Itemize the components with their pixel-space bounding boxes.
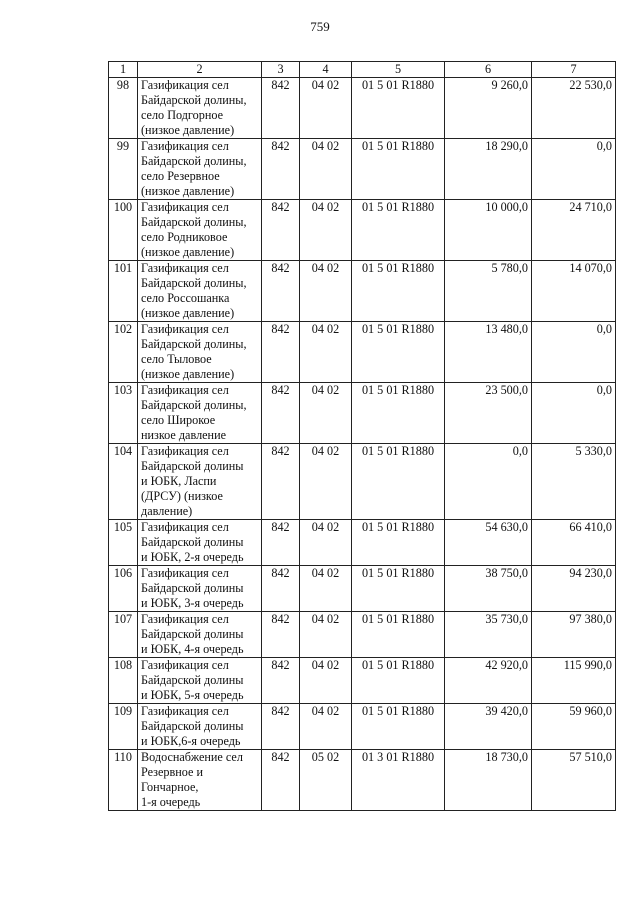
table-row (109, 444, 616, 520)
department-code-cell: 842 (262, 566, 300, 612)
project-name-line: Байдарской долины (141, 719, 244, 733)
department-code-cell: 842 (262, 200, 300, 261)
amount-col7-cell: 14 070,0 (532, 261, 616, 322)
project-name-line: Газификация сел (141, 612, 229, 626)
project-name-line: Байдарской долины, (141, 276, 247, 290)
amount-col6-cell: 0,0 (445, 444, 532, 520)
target-article-cell: 01 5 01 R1880 (352, 383, 445, 444)
project-name-line: давление) (141, 504, 193, 518)
target-article-cell: 01 5 01 R1880 (352, 658, 445, 704)
target-article-cell: 01 5 01 R1880 (352, 704, 445, 750)
amount-col7-cell: 97 380,0 (532, 612, 616, 658)
project-name-line: Газификация сел (141, 444, 229, 458)
row-number-cell: 105 (109, 520, 138, 566)
department-code-cell: 842 (262, 383, 300, 444)
amount-col7-cell: 22 530,0 (532, 78, 616, 139)
target-article-cell: 01 5 01 R1880 (352, 612, 445, 658)
target-article-cell: 01 5 01 R1880 (352, 139, 445, 200)
project-name-line: Байдарской долины, (141, 215, 247, 229)
budget-table (108, 61, 616, 811)
project-name-line: (низкое давление) (141, 123, 235, 137)
project-name-line: Газификация сел (141, 383, 229, 397)
project-name-line: Байдарской долины (141, 535, 244, 549)
row-number-cell: 106 (109, 566, 138, 612)
project-name-line: Газификация сел (141, 78, 229, 92)
column-header: 4 (300, 62, 352, 78)
project-name-cell (138, 612, 262, 658)
target-article-cell: 01 5 01 R1880 (352, 261, 445, 322)
amount-col6-cell: 42 920,0 (445, 658, 532, 704)
department-code-cell: 842 (262, 139, 300, 200)
project-name-line: и ЮБК, Ласпи (141, 474, 217, 488)
project-name-line: (низкое давление) (141, 245, 235, 259)
project-name-line: Газификация сел (141, 200, 229, 214)
amount-col6-cell: 5 780,0 (445, 261, 532, 322)
table-row (109, 78, 616, 139)
department-code-cell: 842 (262, 261, 300, 322)
section-code-cell: 04 02 (300, 444, 352, 520)
amount-col7-cell: 0,0 (532, 139, 616, 200)
table-row (109, 322, 616, 383)
amount-col7-cell: 115 990,0 (532, 658, 616, 704)
section-code-cell: 04 02 (300, 139, 352, 200)
target-article-cell: 01 5 01 R1880 (352, 566, 445, 612)
project-name-line: и ЮБК, 5-я очередь (141, 688, 244, 702)
target-article-cell: 01 5 01 R1880 (352, 520, 445, 566)
project-name-cell (138, 520, 262, 566)
row-number-cell: 98 (109, 78, 138, 139)
project-name-cell (138, 704, 262, 750)
section-code-cell: 04 02 (300, 261, 352, 322)
section-code-cell: 04 02 (300, 78, 352, 139)
project-name-line: Гончарное, (141, 780, 199, 794)
project-name-line: Газификация сел (141, 704, 229, 718)
column-header: 5 (352, 62, 445, 78)
amount-col6-cell: 39 420,0 (445, 704, 532, 750)
project-name-line: Газификация сел (141, 520, 229, 534)
project-name-line: 1-я очередь (141, 795, 201, 809)
amount-col6-cell: 54 630,0 (445, 520, 532, 566)
amount-col7-cell: 57 510,0 (532, 750, 616, 811)
project-name-cell (138, 261, 262, 322)
row-number-cell: 104 (109, 444, 138, 520)
page-number: 759 (310, 19, 330, 34)
project-name-cell (138, 139, 262, 200)
amount-col6-cell: 38 750,0 (445, 566, 532, 612)
department-code-cell: 842 (262, 612, 300, 658)
row-number-cell: 102 (109, 322, 138, 383)
department-code-cell: 842 (262, 322, 300, 383)
project-name-line: (низкое давление) (141, 367, 235, 381)
target-article-cell: 01 5 01 R1880 (352, 200, 445, 261)
amount-col6-cell: 10 000,0 (445, 200, 532, 261)
project-name-line: (ДРСУ) (низкое (141, 489, 223, 503)
section-code-cell: 04 02 (300, 658, 352, 704)
amount-col6-cell: 18 730,0 (445, 750, 532, 811)
section-code-cell: 04 02 (300, 200, 352, 261)
section-code-cell: 05 02 (300, 750, 352, 811)
amount-col7-cell: 5 330,0 (532, 444, 616, 520)
department-code-cell: 842 (262, 444, 300, 520)
project-name-line: село Тыловое (141, 352, 212, 366)
project-name-line: село Россошанка (141, 291, 230, 305)
project-name-line: Газификация сел (141, 566, 229, 580)
table-row (109, 750, 616, 811)
row-number-cell: 99 (109, 139, 138, 200)
project-name-line: Водоснабжение сел (141, 750, 243, 764)
row-number-cell: 108 (109, 658, 138, 704)
project-name-line: село Подгорное (141, 108, 223, 122)
amount-col7-cell: 0,0 (532, 322, 616, 383)
project-name-cell (138, 383, 262, 444)
project-name-line: и ЮБК, 3-я очередь (141, 596, 244, 610)
project-name-cell (138, 566, 262, 612)
column-header: 7 (532, 62, 616, 78)
project-name-line: Газификация сел (141, 139, 229, 153)
project-name-line: низкое давление (141, 428, 227, 442)
row-number-cell: 109 (109, 704, 138, 750)
section-code-cell: 04 02 (300, 566, 352, 612)
amount-col6-cell: 9 260,0 (445, 78, 532, 139)
amount-col7-cell: 59 960,0 (532, 704, 616, 750)
department-code-cell: 842 (262, 520, 300, 566)
table-row (109, 566, 616, 612)
department-code-cell: 842 (262, 78, 300, 139)
target-article-cell: 01 5 01 R1880 (352, 444, 445, 520)
section-code-cell: 04 02 (300, 612, 352, 658)
project-name-line: Байдарской долины, (141, 337, 247, 351)
target-article-cell: 01 5 01 R1880 (352, 322, 445, 383)
table-row (109, 261, 616, 322)
project-name-line: Резервное и (141, 765, 203, 779)
project-name-line: Газификация сел (141, 261, 229, 275)
row-number-cell: 110 (109, 750, 138, 811)
project-name-line: село Родниковое (141, 230, 228, 244)
project-name-cell (138, 444, 262, 520)
department-code-cell: 842 (262, 704, 300, 750)
section-code-cell: 04 02 (300, 704, 352, 750)
project-name-cell (138, 750, 262, 811)
table-row (109, 139, 616, 200)
project-name-cell (138, 200, 262, 261)
project-name-line: Байдарской долины, (141, 154, 247, 168)
amount-col7-cell: 66 410,0 (532, 520, 616, 566)
column-header: 3 (262, 62, 300, 78)
amount-col6-cell: 18 290,0 (445, 139, 532, 200)
amount-col7-cell: 94 230,0 (532, 566, 616, 612)
table-row (109, 383, 616, 444)
amount-col6-cell: 13 480,0 (445, 322, 532, 383)
row-number-cell: 101 (109, 261, 138, 322)
project-name-line: село Резервное (141, 169, 220, 183)
project-name-line: Байдарской долины (141, 459, 244, 473)
table-row (109, 612, 616, 658)
amount-col6-cell: 35 730,0 (445, 612, 532, 658)
column-header: 6 (445, 62, 532, 78)
department-code-cell: 842 (262, 750, 300, 811)
table-header-row (109, 62, 616, 78)
amount-col6-cell: 23 500,0 (445, 383, 532, 444)
section-code-cell: 04 02 (300, 383, 352, 444)
row-number-cell: 103 (109, 383, 138, 444)
project-name-cell (138, 658, 262, 704)
project-name-line: и ЮБК,6-я очередь (141, 734, 241, 748)
target-article-cell: 01 5 01 R1880 (352, 78, 445, 139)
section-code-cell: 04 02 (300, 322, 352, 383)
target-article-cell: 01 3 01 R1880 (352, 750, 445, 811)
project-name-line: и ЮБК, 4-я очередь (141, 642, 244, 656)
table-row (109, 704, 616, 750)
row-number-cell: 107 (109, 612, 138, 658)
project-name-line: (низкое давление) (141, 184, 235, 198)
department-code-cell: 842 (262, 658, 300, 704)
amount-col7-cell: 0,0 (532, 383, 616, 444)
table-row (109, 658, 616, 704)
project-name-line: Байдарской долины (141, 627, 244, 641)
project-name-cell (138, 78, 262, 139)
project-name-line: Газификация сел (141, 322, 229, 336)
project-name-line: (низкое давление) (141, 306, 235, 320)
column-header: 2 (138, 62, 262, 78)
amount-col7-cell: 24 710,0 (532, 200, 616, 261)
project-name-line: село Широкое (141, 413, 216, 427)
project-name-line: и ЮБК, 2-я очередь (141, 550, 244, 564)
table-row (109, 200, 616, 261)
project-name-line: Газификация сел (141, 658, 229, 672)
project-name-line: Байдарской долины, (141, 93, 247, 107)
section-code-cell: 04 02 (300, 520, 352, 566)
table-row (109, 520, 616, 566)
project-name-line: Байдарской долины (141, 673, 244, 687)
table-body (109, 78, 616, 811)
row-number-cell: 100 (109, 200, 138, 261)
project-name-line: Байдарской долины, (141, 398, 247, 412)
column-header: 1 (109, 62, 138, 78)
project-name-cell (138, 322, 262, 383)
project-name-line: Байдарской долины (141, 581, 244, 595)
